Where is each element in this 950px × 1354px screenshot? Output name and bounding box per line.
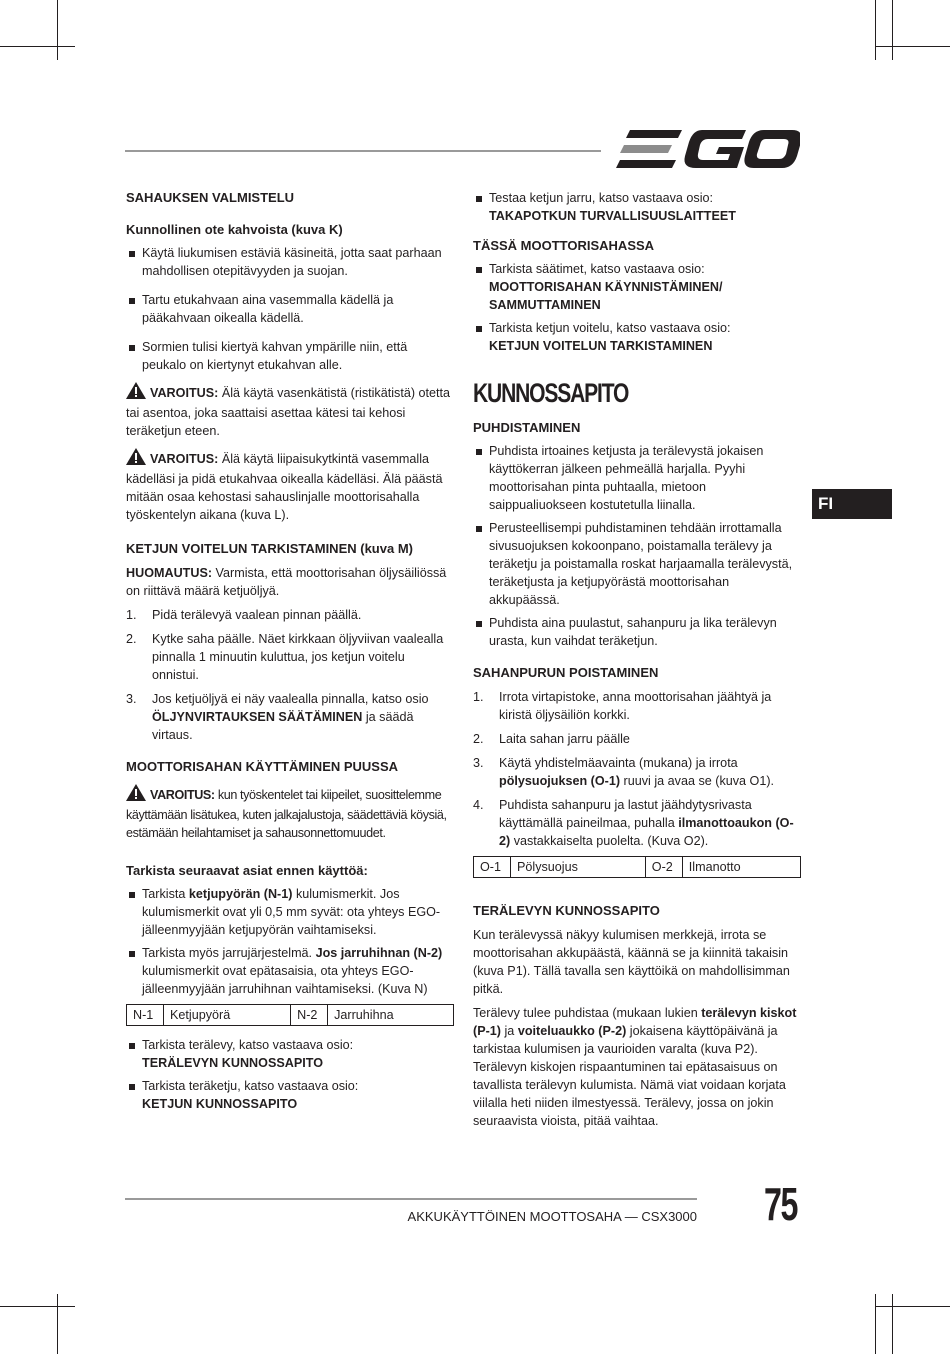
crop-mark	[57, 0, 58, 60]
table-cell: Ilmanotto	[682, 857, 800, 878]
step-text: Puhdista sahanpuru ja lastut jäähdytysrivasta käyttämällä paineilmaa, puhalla	[499, 798, 752, 830]
reference-table	[473, 856, 801, 878]
section-title: PUHDISTAMINEN	[473, 420, 581, 435]
list-item	[126, 885, 454, 939]
crop-mark	[875, 1306, 950, 1307]
table-cell: Ketjupyörä	[164, 1005, 291, 1026]
paragraph-bold: terälevyn kiskot (P-1)	[473, 1006, 797, 1038]
list-item	[473, 189, 801, 225]
crop-mark	[57, 1294, 58, 1354]
section-title: SAHANPURUN POISTAMINEN	[473, 665, 659, 680]
step-text: Jos ketjuöljyä ei näy vaalealla pinnalla, katso osio	[152, 692, 429, 706]
table-cell: Pölysuojus	[511, 857, 646, 878]
section-title: TERÄLEVYN KUNNOSSAPITO	[473, 903, 660, 918]
warning-paragraph	[126, 784, 454, 842]
step-text: vastakkaiselta puolelta. (Kuva O2).	[510, 834, 709, 848]
item-text: Tarkista terälevy, katso vastaava osio:	[142, 1038, 354, 1052]
bullet-list	[126, 885, 454, 998]
footer-title: AKKUKÄYTTÖINEN MOOTTOSAHA — CSX3000	[407, 1209, 697, 1224]
list-item	[473, 319, 801, 355]
bullet-list	[473, 442, 801, 650]
list-item	[126, 690, 454, 744]
warning-paragraph	[126, 382, 454, 440]
list-item	[473, 754, 801, 790]
section-title: MOOTTORISAHAN KÄYTTÄMINEN PUUSSA	[126, 759, 399, 774]
body-paragraph	[473, 1004, 801, 1130]
step-text: Käytä yhdistelmäavainta (mukana) ja irrota	[499, 756, 738, 770]
crop-mark	[0, 1306, 75, 1307]
warning-label: VAROITUS:	[150, 788, 215, 802]
warning-icon	[126, 382, 146, 404]
left-column	[126, 189, 454, 1113]
list-item	[126, 1077, 454, 1113]
item-text: Tarkista säätimet, katso vastaava osio:	[489, 262, 705, 276]
list-item	[473, 796, 801, 850]
table-cell: O-1	[474, 857, 511, 878]
ego-logo	[616, 128, 800, 177]
table-cell: O-2	[645, 857, 682, 878]
table-row	[127, 1005, 454, 1026]
crop-mark	[875, 46, 950, 47]
list-item	[126, 944, 454, 998]
note-label: HUOMAUTUS:	[126, 566, 213, 580]
table-cell: Jarruhihna	[328, 1005, 454, 1026]
step-number: 1.	[473, 690, 484, 704]
item-bold: ketjupyörän (N-1)	[188, 887, 293, 901]
list-item	[473, 730, 801, 748]
table-row	[474, 857, 801, 878]
warning-text: Älä käytä liipaisukytkintä vasemmalla kädelläsi ja pidä etukahvaa oikealla kädelläsi. Älä päästä mitään osaa kehostasi sahauslinjalle moottorisahalla työskentelyn aikana (kuva L).	[126, 452, 443, 522]
section-title: SAHAUKSEN VALMISTELU	[126, 190, 295, 205]
item-bold: Jos jarruhihnan (N-2)	[315, 946, 443, 960]
note-text: Varmista, että moottorisahan öljysäiliössä on riittävä määrä ketjuöljyä.	[126, 566, 447, 598]
bullet-list	[126, 1036, 454, 1113]
item-text: kulumismerkit. Jos kulumismerkit ovat yli 0,5 mm syvät: ota yhteys EGO-jälleenmyyjään ketjupyörän vaihtamiseksi.	[142, 887, 441, 937]
bullet-list	[473, 260, 801, 355]
right-column	[473, 189, 801, 1130]
list-item: Puhdista aina puulastut, sahanpuru ja lika terälevyn urasta, kun vaihdat teräketjun.	[473, 614, 801, 650]
list-item	[473, 688, 801, 724]
step-number: 3.	[126, 692, 137, 706]
subsection-title: Kunnollinen ote kahvoista (kuva K)	[126, 222, 343, 237]
bullet-list	[473, 189, 801, 225]
list-item: Sormien tulisi kiertyä kahvan ympärille niin, että peukalo on kiertynyt etukahvan alle.	[126, 338, 454, 374]
list-item	[126, 630, 454, 684]
item-text: Tarkista	[142, 887, 189, 901]
table-cell: N-1	[127, 1005, 164, 1026]
step-text: Kytke saha päälle. Näet kirkkaan öljyviivan vaalealla pinnalla 1 minuutin kuluttua, jos ketjun voitelu onnistui.	[152, 632, 444, 682]
step-number: 4.	[473, 798, 484, 812]
warning-label: VAROITUS:	[150, 386, 219, 400]
list-item: Puhdista irtoaines ketjusta ja terälevystä jokaisen käyttökerran jälkeen pehmeällä harjalla. Pyyhi moottorisahan pinta puhtaalla, mietoon saippualiuokseen kostutetulla liinalla.	[473, 442, 801, 514]
language-tab: FI	[812, 489, 892, 519]
step-text: Pidä terälevyä vaalean pinnan päällä.	[152, 608, 362, 622]
item-text: Tarkista ketjun voitelu, katso vastaava osio:	[489, 321, 731, 335]
step-number: 2.	[473, 732, 484, 746]
section-title: KETJUN VOITELUN TARKISTAMINEN (kuva M)	[126, 541, 413, 556]
step-bold: pölysuojuksen (O-1)	[499, 774, 621, 788]
warning-paragraph	[126, 448, 454, 524]
crop-mark	[892, 1294, 893, 1354]
warning-text: kun työskentelet tai kiipeilet, suosittelemme käyttämään lisätukea, kuten jalkajalustoja, säädettäviä köysiä, estämään heilahtamiset ja sahausonnettomuudet.	[126, 788, 447, 840]
warning-text: Älä käytä vasenkätistä (ristikätistä) otetta tai asentoa, joka saattaisi asettaa kätesi tai kehosi teräketjun eteen.	[126, 386, 451, 438]
item-text: Tarkista teräketju, katso vastaava osio:	[142, 1079, 359, 1093]
list-item: Tartu etukahvaan aina vasemmalla kädellä ja pääkahvaan oikealla kädellä.	[126, 291, 454, 327]
step-text: ja säädä virtaus.	[152, 710, 414, 742]
warning-label: VAROITUS:	[150, 452, 219, 466]
page-number: 75	[764, 1178, 798, 1230]
item-text: Testaa ketjun jarru, katso vastaava osio:	[489, 191, 714, 205]
chapter-title: KUNNOSSAPITO	[473, 378, 629, 408]
list-item: Perusteellisempi puhdistaminen tehdään irrottamalla sivusuojuksen kokoonpano, poistamalla terälevy ja teräketju ja poistamalla roskat harjaamalla terälevystä, teräketjusta ja ketjupyörästä moottorisahan akkupäässä.	[473, 519, 801, 609]
item-reference: MOOTTORISAHAN KÄYNNISTÄMINEN/ SAMMUTTAMINEN	[489, 280, 723, 312]
header-rule	[125, 150, 601, 152]
subsection-title: Tarkista seuraavat asiat ennen käyttöä:	[126, 863, 368, 878]
crop-mark	[0, 46, 75, 47]
crop-mark	[892, 0, 893, 60]
step-reference: ÖLJYNVIRTAUKSEN SÄÄTÄMINEN	[152, 710, 363, 724]
step-text: ruuvi ja avaa se (kuva O1).	[620, 774, 775, 788]
step-text: Irrota virtapistoke, anna moottorisahan jäähtyä ja kiristä öljysäiliön korkki.	[499, 690, 772, 722]
paragraph-text: jokaisena käyttöpäivänä ja tarkistaa kulumisen ja vaurioiden varalta (kuva P2). Terälevyn kiskojen rispaantuminen tai epätasaisuus on tavallista terälevyn kulumista. Nämä viat voidaan korjata viilalla heti niiden ilmestyessä. Terälevy, jossa on jokin seuraavista vioista, pitää vaihtaa.	[473, 1024, 786, 1128]
item-text: kulumismerkit ovat epätasaisia, ota yhteys EGO-jälleenmyyjään jarruhihnan vaihtamiseksi. (Kuva N)	[142, 964, 428, 996]
numbered-list	[126, 606, 454, 744]
crop-mark	[875, 0, 876, 60]
paragraph-text: ja	[501, 1024, 518, 1038]
list-item	[126, 1036, 454, 1072]
section-title: TÄSSÄ MOOTTORISAHASSA	[473, 238, 655, 253]
bullet-list	[126, 244, 454, 374]
item-reference: KETJUN VOITELUN TARKISTAMINEN	[489, 339, 713, 353]
item-reference: KETJUN KUNNOSSAPITO	[142, 1097, 298, 1111]
step-text: Laita sahan jarru päälle	[499, 732, 630, 746]
crop-mark	[875, 1294, 876, 1354]
footer-rule	[125, 1198, 697, 1200]
paragraph-bold: voiteluaukko (P-2)	[517, 1024, 627, 1038]
step-number: 3.	[473, 756, 484, 770]
step-bold: ilmanottoaukon (O-2)	[499, 816, 794, 848]
warning-icon	[126, 448, 146, 470]
note-paragraph	[126, 564, 454, 600]
step-number: 2.	[126, 632, 137, 646]
table-cell: N-2	[291, 1005, 328, 1026]
item-reference: TAKAPOTKUN TURVALLISUUSLAITTEET	[489, 209, 736, 223]
body-paragraph: Kun terälevyssä näkyy kulumisen merkkejä, irrota se moottorisahan akkupäästä, käännä se ja kiinnitä takaisin (kuva P1). Tällä tavalla sen käyttöikä on mahdollisimman pitkä.	[473, 928, 790, 996]
item-text: Tarkista myös jarrujärjestelmä.	[142, 946, 316, 960]
list-item	[473, 260, 801, 314]
numbered-list	[473, 688, 801, 850]
paragraph-text: Terälevy tulee puhdistaa (mukaan lukien	[473, 1006, 702, 1020]
list-item	[126, 606, 454, 624]
item-reference: TERÄLEVYN KUNNOSSAPITO	[142, 1056, 323, 1070]
warning-icon	[126, 784, 146, 806]
list-item: Käytä liukumisen estäviä käsineitä, jotta saat parhaan mahdollisen otepitävyyden ja suojan.	[126, 244, 454, 280]
step-number: 1.	[126, 608, 137, 622]
reference-table	[126, 1004, 454, 1026]
